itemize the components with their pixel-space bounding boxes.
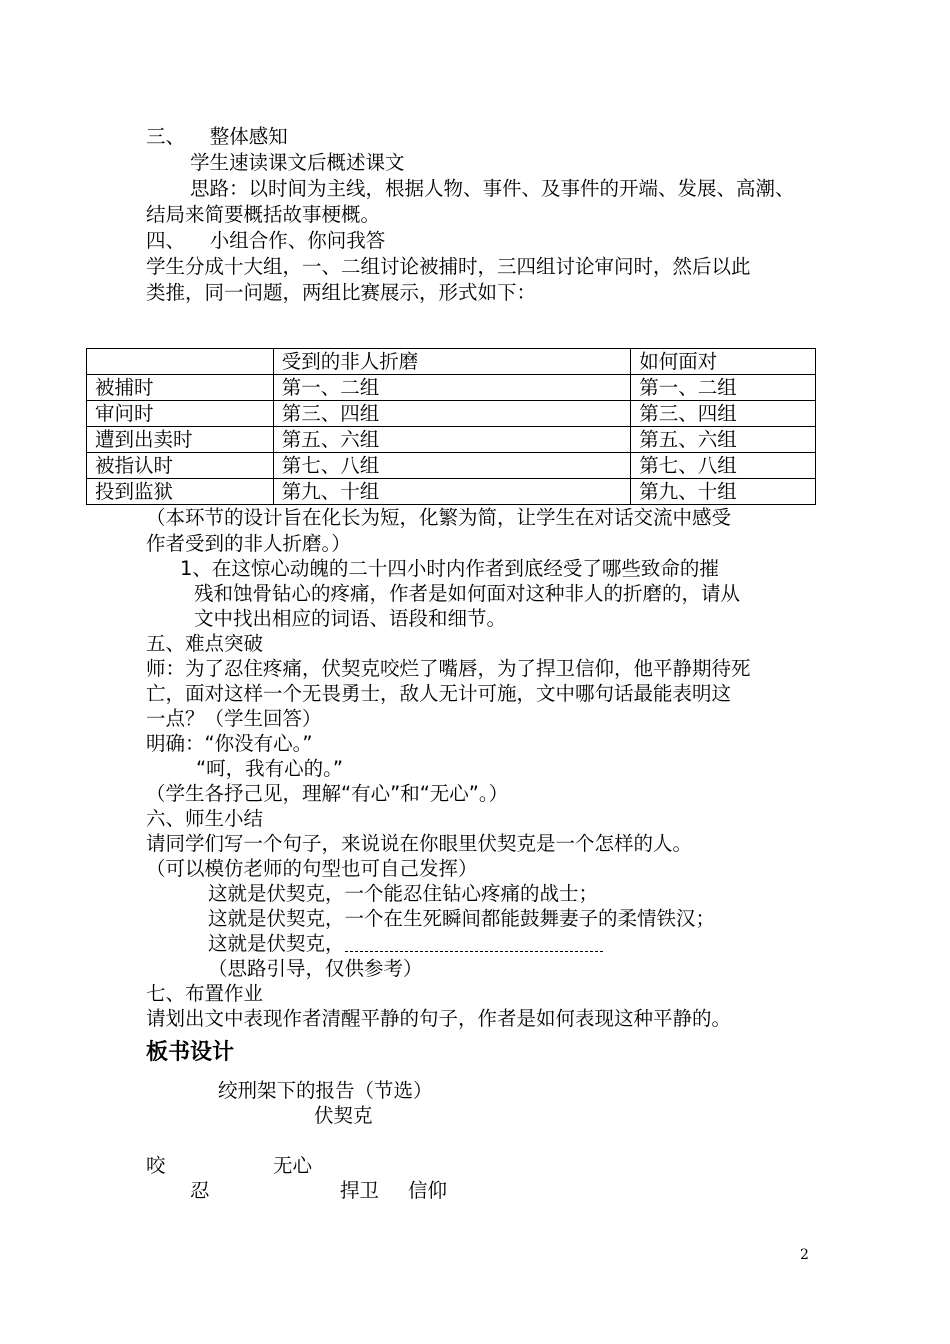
paragraph: 结局来简要概括故事梗概。 (146, 203, 381, 226)
table-header-row (87, 349, 816, 375)
table-row (87, 453, 816, 479)
paragraph: 类推，同一问题，两组比赛展示，形式如下： (146, 281, 537, 304)
table-row (87, 427, 816, 453)
paragraph: 学生速读课文后概述课文 (190, 151, 405, 174)
table-cell: 第五、六组 (273, 427, 630, 453)
section-5-heading: 五、难点突破 (146, 632, 264, 655)
section-7-heading: 七、布置作业 (146, 982, 264, 1005)
paragraph: 作者受到的非人折磨。） (146, 532, 351, 555)
table-cell: 第五、六组 (631, 427, 816, 453)
table-cell: 第九、十组 (273, 479, 630, 505)
table-cell: 第七、八组 (273, 453, 630, 479)
fill-in-line (208, 931, 603, 957)
board-heading: 板书设计 (146, 1040, 235, 1065)
table-cell: 第九、十组 (631, 479, 816, 505)
paragraph: 这就是伏契克，一个在生死瞬间都能鼓舞妻子的柔情铁汉； (208, 907, 716, 930)
table-cell: 遭到出卖时 (87, 427, 274, 453)
paragraph: 1、在这惊心动魄的二十四小时内作者到底经受了哪些致命的摧 (180, 557, 719, 580)
table-header-cell: 如何面对 (631, 349, 816, 375)
board-author: 伏契克 (314, 1104, 373, 1127)
table-cell: 第七、八组 (631, 453, 816, 479)
paragraph: 亡，面对这样一个无畏勇士，敌人无计可施，文中哪句话最能表明这 (146, 682, 732, 705)
board-word: 信仰 (408, 1179, 448, 1202)
table-cell: 被捕时 (87, 375, 274, 401)
board-word: 忍 (190, 1179, 210, 1202)
section-4-heading: 四、 小组合作、你问我答 (146, 229, 386, 252)
section-3-heading: 三、 整体感知 (146, 125, 288, 148)
page-number: 2 (800, 1247, 809, 1263)
board-word: 咬 (146, 1154, 166, 1177)
paragraph: （本环节的设计旨在化长为短，化繁为简，让学生在对话交流中感受 (146, 506, 732, 529)
paragraph: （思路引导，仅供参考） (208, 957, 423, 980)
table-cell: 被指认时 (87, 453, 274, 479)
table-cell: 第三、四组 (631, 401, 816, 427)
paragraph: 这就是伏契克， (208, 932, 345, 955)
table-row (87, 479, 816, 505)
paragraph: （可以模仿老师的句型也可自己发挥） (146, 857, 478, 880)
paragraph: 请划出文中表现作者清醒平静的句子，作者是如何表现这种平静的。 (146, 1007, 732, 1030)
table-header-cell: 受到的非人折磨 (273, 349, 630, 375)
table-cell: 投到监狱 (87, 479, 274, 505)
table-cell: 第一、二组 (273, 375, 630, 401)
blank-underline (345, 939, 603, 952)
section-6-heading: 六、师生小结 (146, 807, 264, 830)
table-cell: 第一、二组 (631, 375, 816, 401)
paragraph: 学生分成十大组，一、二组讨论被捕时，三四组讨论审问时，然后以此 (146, 255, 751, 278)
board-word: 捍卫 (340, 1179, 380, 1202)
paragraph: 残和蚀骨钻心的疼痛，作者是如何面对这种非人的折磨的，请从 (194, 582, 741, 605)
paragraph: 这就是伏契克，一个能忍住钻心疼痛的战士； (208, 882, 599, 905)
paragraph: 师：为了忍住疼痛，伏契克咬烂了嘴唇，为了捍卫信仰，他平静期待死 (146, 657, 751, 680)
group-assignment-table (86, 348, 816, 505)
table-cell: 审问时 (87, 401, 274, 427)
table-header-cell (87, 349, 274, 375)
paragraph: 文中找出相应的词语、语段和细节。 (194, 607, 507, 630)
paragraph: 明确：“你没有心。” (146, 732, 313, 755)
paragraph: 一点？（学生回答） (146, 707, 322, 730)
table-row (87, 375, 816, 401)
paragraph: “呵，我有心的。” (196, 757, 343, 780)
paragraph: 请同学们写一个句子，来说说在你眼里伏契克是一个怎样的人。 (146, 832, 693, 855)
paragraph: 思路：以时间为主线，根据人物、事件、及事件的开端、发展、高潮、 (190, 177, 795, 200)
table-cell: 第三、四组 (273, 401, 630, 427)
board-title: 绞刑架下的报告（节选） (218, 1079, 433, 1102)
paragraph: （学生各抒己见，理解“有心”和“无心”。） (146, 782, 509, 805)
table-row (87, 401, 816, 427)
board-word: 无心 (273, 1154, 313, 1177)
